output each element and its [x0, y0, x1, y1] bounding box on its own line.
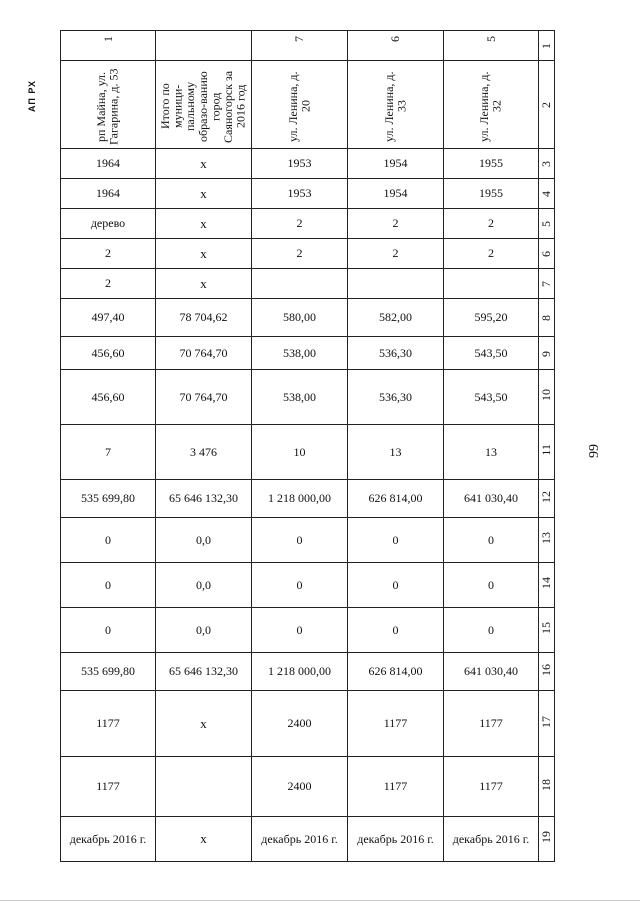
cell-value: 2 — [392, 216, 399, 230]
cell-value: 2 — [488, 246, 494, 260]
cell-value: 2400 — [287, 716, 312, 730]
row-number: 4 — [539, 191, 553, 197]
table-cell — [348, 518, 444, 563]
column-header-cell — [444, 61, 539, 149]
row-number-cell — [539, 209, 555, 239]
table-cell — [444, 425, 539, 480]
cell-value: декабрь 2016 г. — [357, 831, 434, 846]
table-cell — [348, 299, 444, 337]
row-number: 1 — [539, 43, 553, 49]
cross-mark: x — [200, 715, 207, 731]
cell-value: 543,50 — [474, 345, 508, 360]
table-cell — [156, 269, 252, 299]
table-cell — [444, 691, 539, 757]
row-number-cell — [539, 337, 555, 370]
row-number: 9 — [539, 350, 553, 357]
row-number-cell — [539, 425, 555, 480]
table-cell — [156, 757, 252, 817]
cell-value: 0 — [296, 532, 303, 547]
row-number-cell — [539, 179, 555, 209]
table-cell — [61, 179, 156, 209]
table-cell — [348, 370, 444, 425]
cell-value: 1177 — [383, 716, 408, 730]
table-row — [61, 299, 555, 337]
table-row — [61, 480, 555, 518]
table-row — [61, 653, 555, 691]
table-cell — [156, 299, 252, 337]
table-cell — [348, 269, 444, 299]
table-cell — [444, 757, 539, 817]
column-number-cell — [61, 31, 156, 61]
row-number: 13 — [539, 532, 553, 544]
table-cell — [156, 608, 252, 653]
row-number-cell — [539, 299, 555, 337]
cell-value: 1177 — [383, 779, 408, 793]
table-cell — [252, 149, 348, 179]
table-cell — [156, 149, 252, 179]
table-cell — [156, 480, 252, 518]
cell-value: 3 476 — [190, 444, 217, 459]
column-number: 7 — [292, 35, 306, 42]
cell-value: 1177 — [96, 716, 120, 730]
table-cell — [61, 149, 156, 179]
cell-value: 78 704,62 — [179, 310, 228, 324]
table-cell — [252, 299, 348, 337]
cell-value: 2 — [105, 276, 111, 290]
cell-value: 13 — [389, 444, 402, 459]
cell-value: 0,0 — [196, 622, 211, 637]
table-cell — [156, 518, 252, 563]
cell-value: 626 814,00 — [368, 491, 423, 505]
table-cell — [156, 209, 252, 239]
table-row — [61, 179, 555, 209]
cell-value: 543,50 — [474, 389, 508, 404]
table-cell — [61, 209, 156, 239]
cell-value: 1177 — [479, 716, 503, 730]
table-cell — [348, 337, 444, 370]
column-number-cell — [348, 31, 444, 61]
table-cell — [61, 653, 156, 691]
row-number: 8 — [539, 315, 553, 321]
row-number: 11 — [539, 444, 553, 456]
table-row — [61, 269, 555, 299]
cell-value: 0 — [488, 577, 494, 592]
table-cell — [252, 653, 348, 691]
table-cell — [61, 608, 156, 653]
row-number: 7 — [539, 281, 553, 287]
table-cell — [61, 239, 156, 269]
cell-value: 595,20 — [474, 310, 508, 324]
table-cell — [444, 608, 539, 653]
cell-value: 0 — [296, 577, 303, 592]
table-cell — [252, 425, 348, 480]
cell-value: 1953 — [287, 186, 312, 200]
header-name-row — [61, 61, 555, 149]
row-number: 2 — [539, 102, 553, 108]
cell-value: 1177 — [479, 779, 503, 793]
cell-value: 1954 — [383, 186, 408, 200]
table-cell — [252, 269, 348, 299]
cell-value: 0 — [392, 532, 399, 547]
cell-value: 641 030,40 — [464, 491, 518, 505]
cell-value: 0 — [105, 622, 111, 637]
cell-value: 0 — [105, 577, 111, 592]
table-cell — [444, 209, 539, 239]
table-cell — [348, 179, 444, 209]
cell-value: 1964 — [96, 156, 120, 170]
cross-mark: x — [200, 185, 207, 201]
cell-value: 0 — [296, 622, 303, 637]
table-cell — [61, 757, 156, 817]
cell-value: 497,40 — [91, 310, 125, 324]
table-cell — [156, 337, 252, 370]
row-number-cell — [539, 518, 555, 563]
table-cell — [61, 337, 156, 370]
table-cell — [61, 563, 156, 608]
table-cell — [348, 653, 444, 691]
cell-value: декабрь 2016 г. — [261, 831, 338, 846]
table-row — [61, 209, 555, 239]
table-cell — [348, 209, 444, 239]
cell-value: 2 — [296, 216, 303, 230]
table-row — [61, 370, 555, 425]
table-row — [61, 757, 555, 817]
table-cell — [252, 518, 348, 563]
cell-value: 0 — [392, 622, 399, 637]
row-number: 19 — [539, 831, 553, 843]
cell-value: 538,00 — [283, 389, 316, 404]
table-cell — [348, 149, 444, 179]
column-header: Итого по муници-пальному образо-ванию город Саяногорск за 2016 год — [158, 69, 248, 143]
cell-value: 456,60 — [91, 389, 125, 404]
cell-value: 0,0 — [196, 532, 211, 547]
archive-stamp: АП РХ — [27, 80, 37, 113]
table-cell — [252, 691, 348, 757]
table-cell — [252, 209, 348, 239]
cell-value: 0 — [105, 532, 111, 547]
row-number: 5 — [539, 221, 553, 227]
cell-value: 580,00 — [283, 310, 316, 324]
cross-mark: x — [200, 245, 207, 261]
cross-mark: x — [200, 215, 207, 231]
table-cell — [444, 299, 539, 337]
row-number: 16 — [539, 663, 553, 676]
row-number-cell — [539, 563, 555, 608]
cell-value: 13 — [485, 444, 497, 459]
cell-value: 70 764,70 — [179, 389, 228, 404]
table-cell — [444, 179, 539, 209]
row-number: 17 — [539, 715, 553, 728]
row-number: 10 — [539, 389, 553, 401]
table-row — [61, 149, 555, 179]
table-cell — [444, 563, 539, 608]
table-row — [61, 563, 555, 608]
cell-value: 2 — [105, 246, 111, 260]
table-cell — [252, 757, 348, 817]
column-header: ул. Ленина, д. 20 — [285, 70, 313, 142]
cell-value: 65 646 132,30 — [169, 491, 238, 505]
column-number: 1 — [100, 35, 115, 42]
table-cell — [252, 337, 348, 370]
cell-value: 1964 — [96, 186, 120, 200]
table-cell — [444, 480, 539, 518]
cell-value: 1955 — [479, 186, 503, 200]
table-cell — [252, 370, 348, 425]
cell-value: 2400 — [287, 779, 312, 793]
cell-value: 7 — [105, 444, 111, 459]
cell-value: 535 699,80 — [81, 664, 135, 678]
column-number: 6 — [388, 35, 402, 42]
cell-value: 538,00 — [283, 345, 316, 360]
table-cell — [348, 480, 444, 518]
table-cell — [61, 691, 156, 757]
table-cell — [252, 608, 348, 653]
table-cell — [252, 480, 348, 518]
table-cell — [444, 653, 539, 691]
table-cell — [61, 425, 156, 480]
row-number-cell — [539, 370, 555, 425]
table-cell — [252, 817, 348, 862]
row-number-cell — [539, 653, 555, 691]
cell-value: 536,30 — [379, 345, 412, 360]
table-cell — [61, 299, 156, 337]
cell-value: 0 — [488, 532, 494, 547]
column-header-cell — [252, 61, 348, 149]
table-cell — [444, 817, 539, 862]
column-header-cell — [156, 61, 252, 149]
column-number-cell — [156, 31, 252, 61]
table-row — [61, 239, 555, 269]
cell-value: 0 — [392, 577, 399, 592]
row-number-cell — [539, 269, 555, 299]
table-cell — [156, 653, 252, 691]
table-cell — [348, 757, 444, 817]
cell-value: 2 — [296, 246, 303, 260]
cell-value: декабрь 2016 г. — [452, 831, 530, 846]
cell-value: 536,30 — [379, 389, 412, 404]
column-header: ул. Ленина, д. 33 — [381, 70, 409, 142]
header-number-row — [61, 31, 555, 61]
page-number: 99 — [587, 444, 602, 458]
data-table — [60, 30, 555, 862]
row-number-cell — [539, 691, 555, 757]
column-header-cell — [348, 61, 444, 149]
table-cell — [61, 269, 156, 299]
table-cell — [444, 370, 539, 425]
cell-value: 626 814,00 — [368, 664, 423, 678]
cell-value: 2 — [392, 246, 399, 260]
row-number: 14 — [539, 577, 553, 589]
row-number-cell — [539, 480, 555, 518]
row-number-cell — [539, 608, 555, 653]
cell-value: 535 699,80 — [81, 491, 135, 505]
table-cell — [156, 425, 252, 480]
cell-value: 582,00 — [379, 310, 412, 324]
cell-value: 2 — [488, 216, 494, 230]
row-number-cell — [539, 757, 555, 817]
table-cell — [348, 817, 444, 862]
row-number-cell — [539, 61, 555, 149]
column-number-cell — [444, 31, 539, 61]
cell-value: 641 030,40 — [464, 664, 518, 678]
cell-value: 456,60 — [91, 345, 125, 360]
row-number: 3 — [539, 161, 553, 167]
cell-value: дерево — [90, 216, 126, 230]
cell-value: 70 764,70 — [179, 345, 228, 360]
table-cell — [156, 691, 252, 757]
table-row — [61, 608, 555, 653]
table-cell — [252, 563, 348, 608]
table-cell — [348, 563, 444, 608]
table-cell — [348, 239, 444, 269]
cell-value: 1955 — [479, 156, 503, 170]
cell-value: декабрь 2016 г. — [69, 831, 147, 846]
table-row — [61, 425, 555, 480]
cell-value: 10 — [293, 444, 306, 459]
column-number-cell — [252, 31, 348, 61]
cell-value: 1954 — [383, 156, 408, 170]
table-cell — [444, 239, 539, 269]
table-row — [61, 817, 555, 862]
row-number: 6 — [539, 251, 553, 257]
cross-mark: x — [200, 155, 207, 171]
table-cell — [444, 269, 539, 299]
column-header: рп Майна, ул. Гагарина, д. 53 — [94, 67, 121, 145]
table-cell — [61, 370, 156, 425]
row-number-cell — [539, 817, 555, 862]
cell-value: 1177 — [96, 779, 120, 793]
table-cell — [444, 518, 539, 563]
table-cell — [156, 817, 252, 862]
table-cell — [156, 370, 252, 425]
page-bottom-edge — [0, 900, 640, 901]
cell-value: 1 218 000,00 — [268, 664, 331, 678]
cell-value: 1 218 000,00 — [268, 491, 331, 505]
cross-mark: x — [200, 831, 207, 846]
cross-mark: x — [200, 275, 207, 291]
table-cell — [156, 239, 252, 269]
table-row — [61, 337, 555, 370]
table-row — [61, 691, 555, 757]
column-number: 5 — [483, 35, 498, 42]
cell-value: 0 — [488, 622, 494, 637]
cell-value: 1953 — [287, 156, 312, 170]
table-cell — [61, 480, 156, 518]
table-cell — [252, 179, 348, 209]
table-cell — [156, 179, 252, 209]
row-number-cell — [539, 239, 555, 269]
table-cell — [444, 149, 539, 179]
table-cell — [61, 518, 156, 563]
cell-value: 65 646 132,30 — [169, 664, 238, 678]
cell-value: 0,0 — [196, 577, 211, 592]
column-header: ул. Ленина, д. 32 — [477, 70, 504, 142]
row-number: 18 — [539, 778, 553, 791]
table-cell — [252, 239, 348, 269]
row-number-cell — [539, 149, 555, 179]
row-number: 12 — [539, 490, 553, 503]
table-cell — [348, 425, 444, 480]
table-cell — [156, 563, 252, 608]
row-number: 15 — [539, 622, 553, 634]
column-header-cell — [61, 61, 156, 149]
table-row — [61, 518, 555, 563]
table-cell — [348, 691, 444, 757]
table-cell — [348, 608, 444, 653]
table-cell — [444, 337, 539, 370]
row-number-cell — [539, 31, 555, 61]
table-cell — [61, 817, 156, 862]
